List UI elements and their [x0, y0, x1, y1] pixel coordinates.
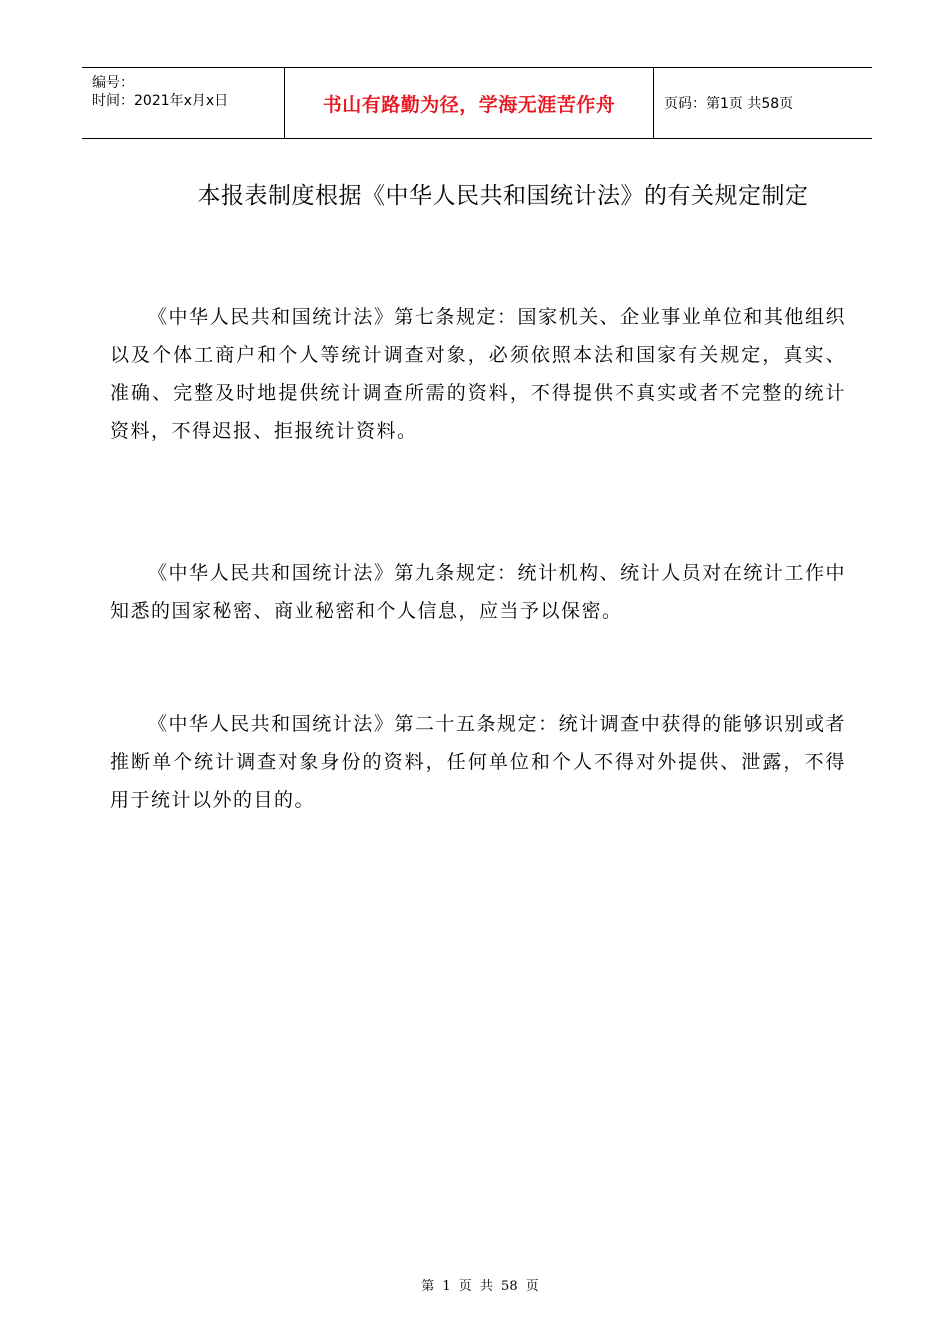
header-motto-cell: [284, 68, 654, 138]
header-motto: 书山有路勤为径，学海无涯苦作舟: [322, 93, 616, 116]
header-page-label: 页码：第1页 共58页: [664, 96, 794, 112]
paragraph-article-9: 《中华人民共和国统计法》第九条规定：统计机构、统计人员对在统计工作中知悉的国家秘密、商业秘密和个人信息，应当予以保密。: [110, 562, 846, 622]
page-header: [82, 67, 872, 139]
document-title: 本报表制度根据《中华人民共和国统计法》的有关规定制定: [197, 183, 809, 209]
header-page-cell: [654, 68, 872, 138]
document-time-label: 时间：2021年x月x日: [92, 93, 229, 109]
paragraph-article-7: 《中华人民共和国统计法》第七条规定：国家机关、企业事业单位和其他组织以及个体工商户和个人等统计调查对象，必须依照本法和国家有关规定，真实、准确、完整及时地提供统计调查所需的资料，不得提供不真实或者不完整的统计资料，不得迟报、拒报统计资料。: [110, 306, 846, 442]
page-footer: 第 1 页 共 58 页: [421, 1279, 539, 1294]
document-number-label: 编号：: [92, 75, 134, 91]
header-meta: [82, 68, 284, 138]
paragraph-article-25: 《中华人民共和国统计法》第二十五条规定：统计调查中获得的能够识别或者推断单个统计调查对象身份的资料，任何单位和个人不得对外提供、泄露，不得用于统计以外的目的。: [110, 713, 846, 811]
